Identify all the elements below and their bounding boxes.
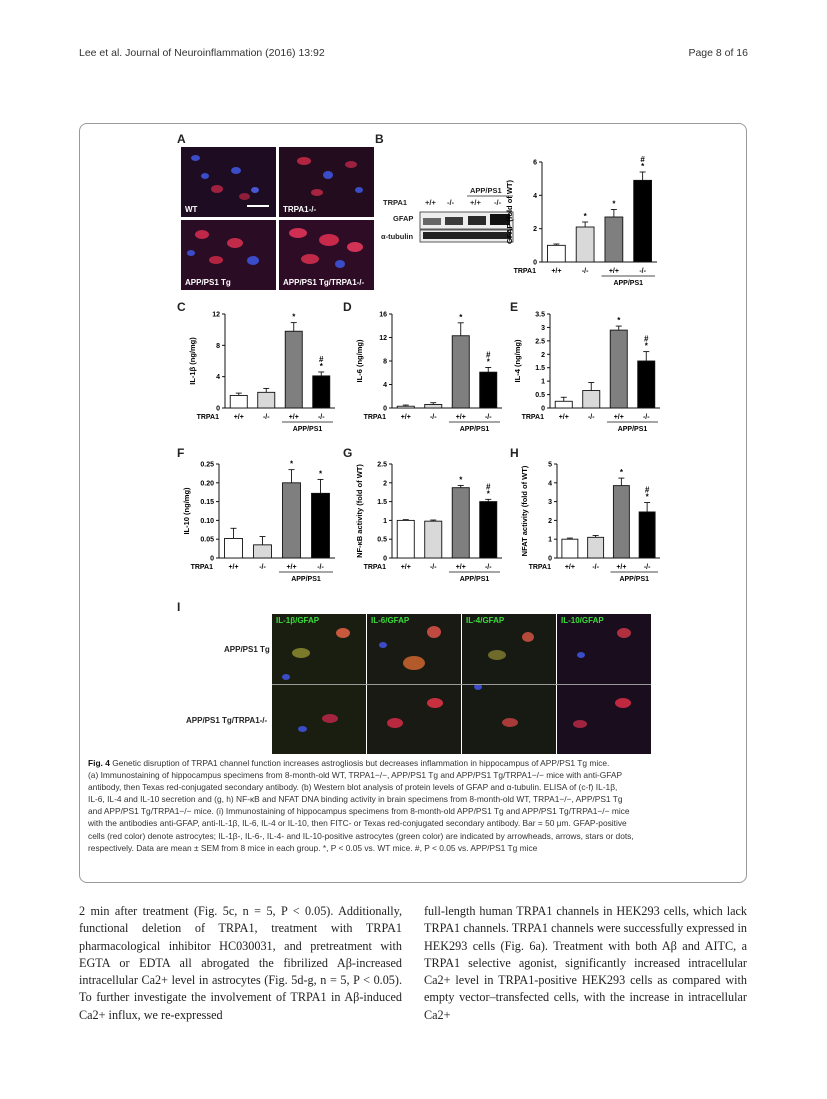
x-group-label: -/- — [429, 414, 437, 421]
micrograph-wt — [181, 147, 276, 217]
y-tick-label: 12 — [379, 335, 387, 342]
blot-group-label: -/- — [494, 198, 502, 207]
y-axis-label: NF-κB activity (fold of WT) — [355, 464, 364, 558]
y-tick-label: 16 — [379, 311, 387, 319]
micrograph-label: WT — [185, 205, 198, 214]
x-group-label: +/+ — [400, 564, 411, 571]
y-axis-label: IL-6 (ng/mg) — [355, 339, 364, 383]
significance-mark: * — [645, 492, 649, 502]
panel-i-col-header: IL-10/GFAP — [561, 616, 604, 625]
bar — [254, 545, 272, 558]
panel-i-col-header: IL-4/GFAP — [466, 616, 505, 625]
blot-group-label: +/+ — [425, 198, 436, 207]
bar — [285, 331, 302, 408]
app-ps1-label: APP/PS1 — [619, 576, 650, 583]
app-ps1-label: APP/PS1 — [292, 426, 323, 433]
y-tick-label: 0.15 — [200, 499, 214, 507]
x-group-label: -/- — [317, 414, 325, 421]
bar — [425, 404, 442, 408]
x-group-label: +/+ — [551, 268, 562, 275]
caption-line: cells (red color) denote astrocytes; IL-1β-, IL-6-, IL-4- and IL-10-positive astrocytes (green color) are indicated by arrowheads, arrows, stars or dots, — [88, 830, 634, 841]
x-group-label: -/- — [592, 564, 599, 571]
running-header: Lee et al. Journal of Neuroinflammation (2016) 13:92 — [79, 47, 325, 59]
y-tick-label: 2 — [533, 226, 537, 234]
panel-i-row-divider — [272, 684, 651, 685]
x-trpa1-label: TRPA1 — [528, 564, 551, 571]
y-tick-label: 0.5 — [535, 392, 545, 400]
x-group-label: -/- — [484, 414, 492, 421]
bar — [283, 483, 301, 558]
x-group-label: -/- — [317, 564, 324, 571]
significance-mark: * — [612, 199, 616, 209]
x-trpa1-label: TRPA1 — [363, 414, 386, 421]
panel-letter-i: I — [177, 600, 181, 614]
y-tick-label: 1 — [548, 536, 552, 544]
bar — [258, 392, 275, 408]
panel-letter-a: A — [177, 132, 186, 146]
significance-mark: * — [486, 357, 490, 367]
x-group-label: +/+ — [286, 564, 297, 571]
y-tick-label: 2 — [541, 351, 545, 359]
x-group-label: +/+ — [564, 564, 575, 571]
y-tick-label: 0.10 — [200, 517, 214, 525]
bar — [425, 521, 442, 558]
y-tick-label: 0.05 — [200, 536, 214, 544]
app-ps1-label: APP/PS1 — [459, 576, 490, 583]
blot-trpa1-label: TRPA1 — [383, 198, 408, 207]
x-group-label: +/+ — [613, 414, 624, 421]
x-group-label: -/- — [484, 564, 492, 571]
micrograph-app-ps1-trpa1-ko — [279, 220, 374, 290]
bar — [480, 502, 497, 558]
x-group-label: +/+ — [608, 268, 619, 275]
figure-caption — [88, 757, 740, 854]
x-trpa1-label: TRPA1 — [513, 268, 536, 275]
y-tick-label: 0 — [210, 555, 214, 563]
bar — [452, 488, 469, 558]
y-tick-label: 4 — [548, 480, 552, 488]
bar — [397, 406, 414, 408]
significance-mark: * — [289, 459, 294, 469]
panel-letter-d: D — [343, 300, 352, 314]
panel-letter-c: C — [177, 300, 186, 314]
micrograph-label: APP/PS1 Tg/TRPA1-/- — [283, 278, 365, 287]
bar — [397, 520, 414, 558]
x-trpa1-label: TRPA1 — [196, 414, 219, 421]
bar — [225, 538, 243, 558]
significance-mark: * — [641, 162, 645, 171]
y-tick-label: 0 — [533, 259, 537, 267]
bar — [452, 336, 469, 408]
x-group-label: +/+ — [400, 414, 411, 421]
bar — [313, 376, 330, 408]
panel-letter-e: E — [510, 300, 519, 314]
caption-line: with the antibodies anti-GFAP, anti-IL-1β, IL-6, IL-4 or IL-10, then FITC- or Texas red-conjugated secondary antibody. Bar = 50 μm. GFAP-positive — [88, 818, 627, 829]
y-tick-label: 1.5 — [377, 499, 387, 507]
y-tick-label: 8 — [383, 358, 387, 366]
chart-il4 — [508, 302, 668, 444]
page-number: Page 8 of 16 — [688, 47, 748, 59]
significance-mark: * — [619, 468, 623, 478]
caption-title: Fig. 4 — [88, 758, 110, 768]
y-tick-label: 12 — [212, 311, 220, 319]
significance-mark: # — [644, 334, 649, 344]
x-group-label: +/+ — [616, 564, 627, 571]
significance-mark: * — [318, 469, 323, 479]
app-ps1-label: APP/PS1 — [613, 280, 644, 287]
blot-group-label: -/- — [447, 198, 455, 207]
bar — [610, 330, 627, 408]
x-group-label: -/- — [262, 414, 270, 421]
x-trpa1-label: TRPA1 — [363, 564, 386, 571]
x-group-label: -/- — [429, 564, 437, 571]
y-tick-label: 0 — [541, 405, 545, 413]
bar — [480, 372, 497, 408]
y-tick-label: 2.5 — [377, 461, 387, 469]
caption-line: IL-6, IL-4 and IL-10 secretion and (g, h) NF-κB and NFAT DNA binding activity in brain specimens from 8-month-old WT, TRPA1−/−, APP/PS1 Tg — [88, 794, 623, 805]
y-tick-label: 0 — [216, 405, 220, 413]
y-tick-label: 2.5 — [535, 338, 545, 346]
significance-mark: * — [617, 316, 621, 326]
y-tick-label: 0 — [548, 555, 552, 563]
bar — [588, 537, 604, 558]
y-tick-label: 3 — [548, 499, 552, 507]
y-tick-label: 5 — [548, 461, 552, 469]
app-ps1-label: APP/PS1 — [291, 576, 321, 583]
significance-mark: * — [292, 312, 296, 322]
x-group-label: -/- — [643, 564, 651, 571]
x-trpa1-label: TRPA1 — [190, 564, 213, 571]
body-text-right: full-length human TRPA1 channels in HEK293 cells, which lack TRPA1 channels. TRPA1 channels were successfully expressed in HEK293 cells (Fig. 6a). Treatment with both Aβ and AITC, a TRPA1 selective agonist, significantly increased intracellular Ca2+ level in TRPA1-positive HEK293 cells as compared with empty vector–transfected cells, with the increase in intracellular Ca2+ — [424, 904, 747, 1022]
y-tick-label: 4 — [216, 374, 220, 382]
app-ps1-label: APP/PS1 — [617, 426, 648, 433]
y-tick-label: 1 — [383, 517, 387, 525]
bar — [613, 486, 629, 558]
bar — [562, 539, 578, 558]
chart-il6 — [350, 302, 510, 444]
app-ps1-label: APP/PS1 — [459, 426, 490, 433]
x-trpa1-label: TRPA1 — [521, 414, 544, 421]
panel-i-col-header: IL-1β/GFAP — [276, 616, 320, 625]
significance-mark: # — [486, 482, 491, 492]
significance-mark: # — [319, 354, 324, 364]
panel-i-row-label: APP/PS1 Tg — [224, 645, 270, 654]
x-group-label: +/+ — [288, 414, 299, 421]
bar — [312, 493, 330, 558]
blot-band-label: α-tubulin — [381, 232, 414, 241]
panel-i-row-label: APP/PS1 Tg/TRPA1-/- — [186, 716, 268, 725]
caption-line: respectively. Data are mean ± SEM from 8 mice in each group. *, P < 0.05 vs. WT mice. #, P < 0.05 vs. APP/PS1 Tg mice — [88, 842, 538, 853]
y-axis-label: IL-1β (ng/mg) — [188, 337, 197, 385]
y-tick-label: 6 — [533, 159, 537, 167]
micrograph-label: TRPA1-/- — [283, 205, 317, 214]
micrograph-trpa1-ko — [279, 147, 374, 217]
chart-nfat — [515, 452, 668, 594]
y-tick-label: 3.5 — [535, 311, 545, 319]
bar — [583, 391, 600, 408]
x-group-label: +/+ — [228, 564, 239, 571]
significance-mark: # — [644, 485, 650, 495]
panel-i-col-header: IL-6/GFAP — [371, 616, 410, 625]
x-group-label: +/+ — [233, 414, 244, 421]
caption-line: and APP/PS1 Tg/TRPA1−/− mice. (i) Immunostaining of hippocampus specimens from 8-month-old APP/PS1 Tg and APP/PS1 Tg/TRPA1−/− mice — [88, 806, 630, 817]
x-group-label: +/+ — [455, 564, 466, 571]
y-tick-label: 3 — [541, 324, 545, 332]
y-axis-label: NFAT activity (fold of WT) — [520, 465, 529, 557]
blot-band-label: GFAP — [393, 214, 414, 223]
x-group-label: -/- — [639, 268, 646, 275]
y-tick-label: 1 — [541, 378, 545, 386]
chart-il10 — [177, 452, 343, 594]
blot-group-label: +/+ — [470, 198, 481, 207]
y-tick-label: 2 — [548, 517, 552, 525]
panel-letter-h: H — [510, 446, 519, 460]
x-group-label: -/- — [581, 268, 589, 275]
panel-letter-f: F — [177, 446, 185, 460]
significance-mark: * — [644, 341, 648, 351]
bar — [555, 401, 572, 408]
x-group-label: -/- — [259, 564, 266, 571]
caption-line: antibody, then Texas red-conjugated secondary antibody. (b) Western blot analysis of protein levels of GFAP and α-tubulin. ELISA of (c-f) IL-1β, — [88, 782, 618, 793]
significance-mark: * — [319, 361, 323, 371]
panel-letter-b: B — [375, 132, 384, 146]
significance-mark: # — [640, 155, 645, 164]
y-tick-label: 0.25 — [200, 461, 214, 469]
chart-gfap — [500, 150, 665, 298]
y-tick-label: 0 — [383, 405, 387, 413]
x-group-label: +/+ — [455, 414, 466, 421]
y-tick-label: 8 — [216, 342, 220, 350]
body-text-left: 2 min after treatment (Fig. 5c, n = 5, P < 0.05). Additionally, functional deletion of TRPA1, treatment with TRPA1 pharmacological inhibitor HC030031, and pretreatment with EGTA or EDTA all abrogated the fibrilized Aβ-increased intracellular Ca2+ level in astrocytes (Fig. 5d-g, n = 5, P < 0.05). To further investigate the involvement of TRPA1 in Aβ-induced Ca2+ influx, we re-expressed — [79, 904, 402, 1022]
significance-mark: * — [459, 312, 463, 322]
y-tick-label: 1.5 — [535, 365, 545, 373]
y-tick-label: 0.20 — [200, 480, 214, 488]
y-tick-label: 0.5 — [377, 536, 387, 544]
bar — [547, 245, 565, 262]
panel-letter-g: G — [343, 446, 353, 460]
y-axis-label: IL-10 (ng/mg) — [182, 487, 191, 535]
caption-line: (a) Immunostaining of hippocampus specimens from 8-month-old WT, TRPA1−/−, APP/PS1 Tg and APP/PS1 Tg/TRPA1−/− mice with anti-GFAP — [88, 770, 623, 781]
chart-nfkb — [350, 452, 510, 594]
significance-mark: * — [583, 212, 587, 221]
x-group-label: -/- — [642, 414, 650, 421]
y-tick-label: 4 — [383, 382, 387, 389]
micrograph-label: APP/PS1 Tg — [185, 278, 231, 287]
significance-mark: * — [486, 489, 490, 499]
significance-mark: # — [486, 350, 491, 360]
bar — [634, 180, 652, 262]
bar — [639, 512, 655, 558]
bar — [638, 361, 655, 408]
significance-mark: * — [459, 475, 463, 485]
bar — [605, 217, 623, 262]
chart-il1b — [183, 302, 343, 444]
bar — [230, 395, 247, 408]
bar — [576, 227, 594, 262]
y-tick-label: 0 — [383, 555, 387, 563]
y-axis-label: IL-4 (ng/mg) — [513, 339, 522, 383]
x-group-label: +/+ — [558, 414, 569, 421]
y-tick-label: 2 — [383, 480, 387, 488]
micrograph-app-ps1 — [181, 220, 276, 290]
blot-app-label: APP/PS1 — [470, 186, 502, 195]
x-group-label: -/- — [587, 414, 595, 421]
y-tick-label: 4 — [533, 192, 537, 200]
caption-line-1: Fig. 4 Genetic disruption of TRPA1 channel function increases astrogliosis but decreases inflammation in hippocampus of APP/PS1 Tg mice. — [88, 758, 610, 768]
y-axis-label: GFAP (fold of WT) — [505, 179, 514, 245]
